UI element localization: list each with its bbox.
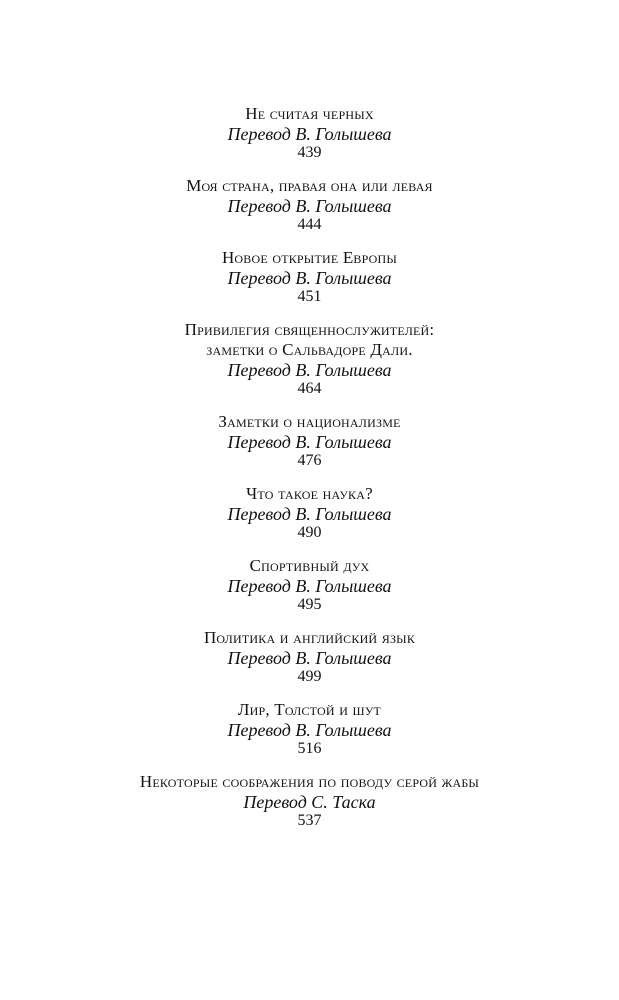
entry-page-number: 464 (297, 380, 322, 397)
entry-page-number: 499 (297, 668, 322, 685)
toc-entry (0, 628, 619, 686)
entry-page-number: 444 (297, 216, 322, 233)
entry-title: Политика и английский язык (203, 628, 416, 647)
entry-translator: Перевод В. Голышева (227, 268, 392, 288)
entry-translator: Перевод В. Голышева (227, 720, 392, 740)
entry-page-number: 490 (297, 524, 322, 541)
entry-page-number: 439 (297, 144, 322, 161)
entry-page-number: 476 (297, 452, 322, 469)
entry-translator: Перевод В. Голышева (227, 432, 392, 452)
table-of-contents (0, 104, 619, 844)
entry-translator: Перевод С. Таска (243, 792, 376, 812)
entry-title: Не считая черных (245, 104, 374, 123)
toc-entry (0, 772, 619, 830)
entry-translator: Перевод В. Голышева (227, 360, 392, 380)
toc-entry (0, 176, 619, 234)
toc-entry (0, 556, 619, 614)
entry-title: Лир, Толстой и шут (237, 700, 382, 719)
entry-translator: Перевод В. Голышева (227, 576, 392, 596)
entry-title: Заметки о национализме (218, 412, 401, 431)
entry-page-number: 495 (297, 596, 322, 613)
entry-page-number: 451 (297, 288, 322, 305)
entry-title: Новое открытие Европы (221, 248, 398, 267)
entry-translator: Перевод В. Голышева (227, 196, 392, 216)
entry-page-number: 537 (297, 812, 322, 829)
entry-translator: Перевод В. Голышева (227, 124, 392, 144)
entry-title: Спортивный дух (249, 556, 370, 575)
toc-entry (0, 248, 619, 306)
toc-entry (0, 700, 619, 758)
entry-title: Привилегия священнослужителей: (184, 320, 435, 339)
entry-title: Что такое наука? (246, 484, 373, 503)
entry-title: Моя страна, правая она или левая (186, 176, 433, 195)
toc-entry (0, 484, 619, 542)
entry-title-continued: заметки о Сальвадоре Дали. (206, 340, 413, 359)
entry-translator: Перевод В. Голышева (227, 648, 392, 668)
toc-entry (0, 104, 619, 162)
entry-translator: Перевод В. Голышева (227, 504, 392, 524)
entry-page-number: 516 (297, 740, 322, 757)
toc-entry (0, 412, 619, 470)
toc-entry (0, 320, 619, 398)
entry-title: Некоторые соображения по поводу серой жабы (139, 772, 480, 791)
